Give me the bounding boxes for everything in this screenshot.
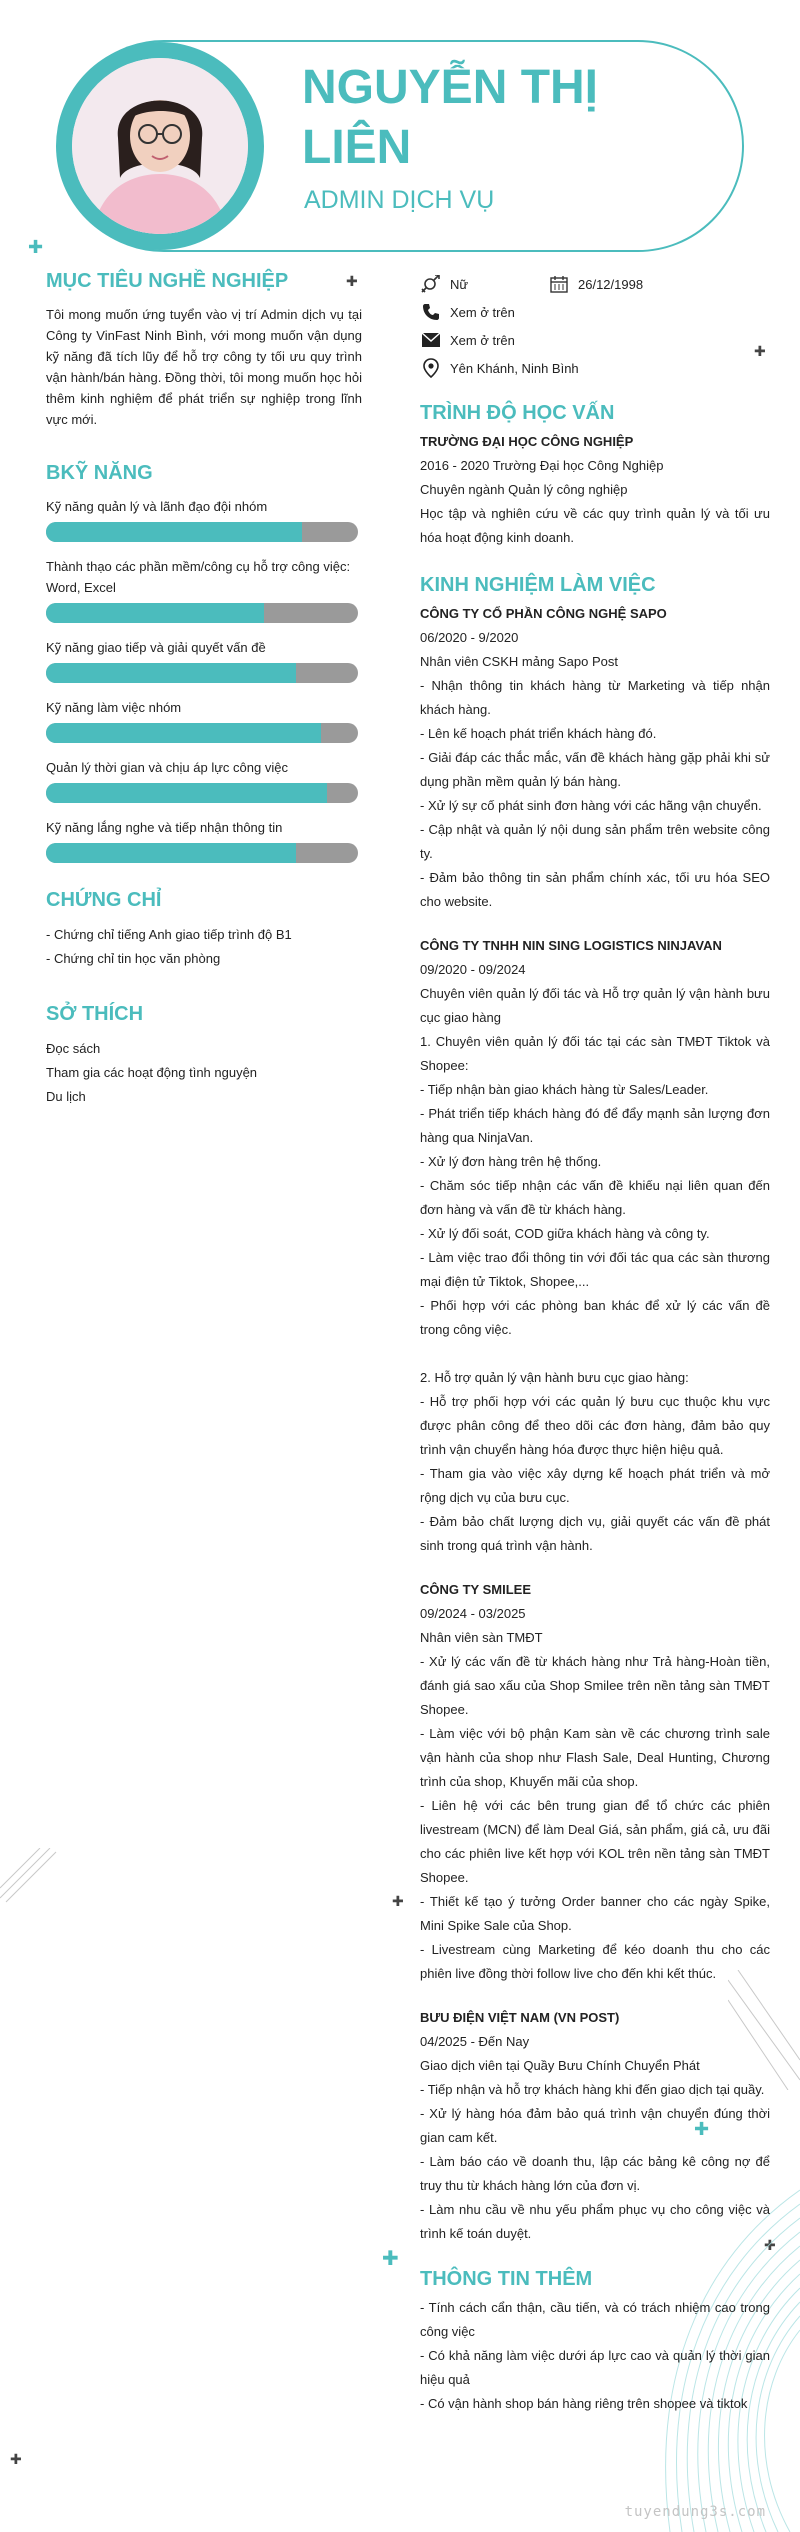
skill-label: Kỹ năng lắng nghe và tiếp nhận thông tin	[46, 820, 283, 835]
skill-item	[46, 697, 362, 743]
address-value: Yên Khánh, Ninh Bình	[450, 360, 579, 376]
phone-value: Xem ở trên	[450, 304, 515, 320]
objective-text: Tôi mong muốn ứng tuyển vào vị trí Admin dịch vụ tại Công ty VinFast Ninh Bình, với mong muốn vận dụng kỹ năng đã tích lũy để hỗ trợ công ty tối ưu quy trình vận hành/bán hàng. Đồng thời, tôi mong muốn học hỏi thêm kinh nghiệm để phát triển sự nghiệp trong lĩnh vực mới.	[46, 307, 362, 427]
job-title: ADMIN DỊCH VỤ	[304, 186, 495, 214]
decor-cross: ✚	[382, 2248, 399, 2270]
experience-line: - Xử lý hàng hóa đảm bảo quá trình vận chuyển đúng thời gian cam kết.	[420, 2106, 770, 2145]
skills-list	[46, 496, 362, 863]
additional-line: - Có khả năng làm việc dưới áp lực cao và quản lý thời gian hiệu quả	[420, 2348, 770, 2387]
additional-line: - Có vận hành shop bán hàng riêng trên shopee và tiktok	[420, 2396, 748, 2411]
experience-line: 09/2024 - 03/2025	[420, 1606, 526, 1621]
email-icon	[420, 330, 442, 350]
watermark: tuyendung3s.com	[624, 2504, 766, 2520]
experience-line: - Làm nhu cầu về nhu yếu phẩm phục vụ cho công việc và trình kế toán duyệt.	[420, 2202, 770, 2241]
experience-item	[420, 934, 770, 1558]
decor-cross: ✚	[28, 237, 44, 257]
certificates-heading: CHỨNG CHỈ	[46, 889, 162, 911]
experience-line: - Làm việc trao đổi thông tin với đối tác qua các sàn thương mại điện tử Tiktok, Shopee,...	[420, 1250, 770, 1289]
experience-line: 2. Hỗ trợ quản lý vận hành bưu cục giao hàng:	[420, 1370, 689, 1385]
experience-line	[420, 1342, 770, 1366]
avatar-photo	[72, 58, 248, 234]
hobby-item: Tham gia các hoạt động tình nguyện	[46, 1065, 258, 1080]
experience-line: - Làm việc với bộ phận Kam sàn về các chương trình sale vận hành của shop như Flash Sale, Deal Hunting, Chương trình của shop, Khuyến mãi của shop.	[420, 1726, 770, 1789]
experience-line: - Phối hợp với các phòng ban khác để xử lý các vấn đề trong công việc.	[420, 1298, 770, 1337]
phone-icon	[420, 302, 442, 322]
left-column	[46, 268, 362, 1129]
skill-bar-fill	[46, 603, 264, 623]
certificate-item: - Chứng chỉ tin học văn phòng	[46, 951, 221, 966]
education-line: Học tập và nghiên cứu về các quy trình quản lý và tối ưu hóa hoạt động kinh doanh.	[420, 506, 770, 545]
experience-line: - Tiếp nhận bàn giao khách hàng từ Sales/Leader.	[420, 1082, 709, 1097]
skill-bar-fill	[46, 723, 321, 743]
decor-cross: ✚	[754, 343, 766, 359]
experience-item	[420, 1578, 770, 1986]
experience-list	[420, 602, 770, 2246]
education-line: Chuyên ngành Quản lý công nghiệp	[420, 482, 628, 497]
skills-section	[46, 460, 362, 863]
skill-item	[46, 496, 362, 542]
decor-cross: ✚	[392, 1893, 404, 1909]
email-row	[420, 326, 770, 354]
skill-label: Thành thạo các phần mềm/công cụ hỗ trợ công việc: Word, Excel	[46, 559, 351, 595]
additional-heading: THÔNG TIN THÊM	[420, 2268, 593, 2290]
address-row	[420, 354, 770, 382]
experience-line: - Xử lý đơn hàng trên hệ thống.	[420, 1154, 602, 1169]
skills-heading: BKỸ NĂNG	[46, 462, 153, 484]
skill-bar-fill	[46, 663, 296, 683]
hobby-item: Đọc sách	[46, 1041, 101, 1056]
gender-icon	[420, 274, 442, 294]
experience-line: 06/2020 - 9/2020	[420, 630, 519, 645]
experience-line: - Đảm bảo chất lượng dịch vụ, giải quyết các vấn đề phát sinh trong quá trình vận hành.	[420, 1514, 770, 1553]
company-name: BƯU ĐIỆN VIỆT NAM (VN POST)	[420, 2010, 620, 2025]
experience-line: - Đảm bảo thông tin sản phẩm chính xác, tối ưu hóa SEO cho website.	[420, 870, 770, 909]
skill-bar	[46, 663, 358, 683]
candidate-name: NGUYỄN THỊ LIÊN	[302, 61, 599, 174]
experience-line: - Làm báo cáo về doanh thu, lập các bảng kê công nợ để truy thu từ khách hàng lớn của đơn vị.	[420, 2154, 770, 2193]
company-name: CÔNG TY TNHH NIN SING LOGISTICS NINJAVAN	[420, 938, 722, 953]
experience-line: - Nhận thông tin khách hàng từ Marketing và tiếp nhận khách hàng.	[420, 678, 770, 717]
experience-line: - Liên hệ với các bên trung gian để tổ chức các phiên livestream (MCN) để làm Deal Giá, sản phẩm, giá cả, ưu đãi cho các phiên live kết hợp với KOL trên nền tảng sàn TMĐT Shopee.	[420, 1798, 770, 1885]
certificate-item: - Chứng chỉ tiếng Anh giao tiếp trình độ B1	[46, 927, 292, 942]
experience-heading: KINH NGHIỆM LÀM VIỆC	[420, 574, 656, 596]
decor-cross: ✚	[764, 2237, 776, 2253]
experience-item	[420, 602, 770, 914]
experience-line: - Cập nhật và quản lý nội dung sản phẩm trên website công ty.	[420, 822, 770, 861]
hobbies-section	[46, 1001, 362, 1109]
calendar-icon	[548, 274, 570, 294]
experience-line: Giao dịch viên tại Quầy Bưu Chính Chuyển Phát	[420, 2058, 700, 2073]
phone-row	[420, 298, 770, 326]
objective-heading: MỤC TIÊU NGHỀ NGHIỆP	[46, 270, 289, 292]
education-section	[420, 400, 770, 550]
experience-line: - Xử lý sự cố phát sinh đơn hàng với các hãng vận chuyển.	[420, 798, 762, 813]
experience-line: 09/2020 - 09/2024	[420, 962, 526, 977]
skill-label: Kỹ năng làm việc nhóm	[46, 700, 182, 715]
certificates-section	[46, 887, 362, 971]
experience-line: Nhân viên sàn TMĐT	[420, 1630, 543, 1645]
skill-bar-fill	[46, 843, 296, 863]
decor-cross: ✚	[694, 2119, 710, 2139]
experience-line: Chuyên viên quản lý đối tác và Hỗ trợ quản lý vận hành bưu cục giao hàng	[420, 986, 770, 1025]
email-value: Xem ở trên	[450, 332, 515, 348]
experience-item	[420, 2006, 770, 2246]
skill-bar	[46, 723, 358, 743]
experience-line: Nhân viên CSKH mảng Sapo Post	[420, 654, 618, 669]
contact-section	[420, 270, 770, 382]
skill-bar	[46, 522, 358, 542]
avatar	[72, 58, 248, 234]
education-heading: TRÌNH ĐỘ HỌC VẤN	[420, 402, 615, 424]
contact-row	[420, 270, 770, 298]
dob-value: 26/12/1998	[578, 276, 644, 292]
company-name: CÔNG TY CỔ PHẦN CÔNG NGHỆ SAPO	[420, 606, 667, 621]
location-icon	[420, 358, 442, 378]
experience-line: - Tiếp nhận và hỗ trợ khách hàng khi đến giao dịch tại quầy.	[420, 2082, 765, 2097]
skill-item	[46, 757, 362, 803]
decor-cross: ✚	[10, 2451, 22, 2467]
additional-line: - Tính cách cẩn thận, cầu tiến, và có trách nhiệm cao trong công việc	[420, 2300, 770, 2339]
experience-line: - Thiết kế tạo ý tưởng Order banner cho các ngày Spike, Mini Spike Sale của Shop.	[420, 1894, 770, 1933]
dob-item	[548, 274, 676, 294]
skill-item	[46, 637, 362, 683]
skill-bar	[46, 783, 358, 803]
experience-line: - Lên kế hoạch phát triển khách hàng đó.	[420, 726, 657, 741]
experience-line: - Phát triển tiếp khách hàng đó để đẩy mạnh sản lượng đơn hàng qua NinjaVan.	[420, 1106, 770, 1145]
education-line: 2016 - 2020 Trường Đại học Công Nghiệp	[420, 458, 664, 473]
gender-value: Nữ	[450, 276, 469, 292]
skill-bar	[46, 603, 358, 623]
skill-bar-fill	[46, 522, 302, 542]
skill-label: Quản lý thời gian và chịu áp lực công việc	[46, 760, 288, 775]
school-name: TRƯỜNG ĐẠI HỌC CÔNG NGHIỆP	[420, 434, 634, 449]
skill-label: Kỹ năng giao tiếp và giải quyết vấn đề	[46, 640, 266, 655]
skill-label: Kỹ năng quản lý và lãnh đạo đội nhóm	[46, 499, 268, 514]
additional-section	[420, 2266, 770, 2416]
decor-hatch-lines	[0, 1848, 60, 1908]
skill-item	[46, 556, 362, 623]
experience-line: - Tham gia vào việc xây dựng kế hoạch phát triển và mở rộng dịch vụ của bưu cục.	[420, 1466, 770, 1505]
experience-line: 04/2025 - Đến Nay	[420, 2034, 530, 2049]
experience-section	[420, 572, 770, 2246]
experience-line: - Xử lý đối soát, COD giữa khách hàng và công ty.	[420, 1226, 710, 1241]
experience-line: 1. Chuyên viên quản lý đối tác tại các sàn TMĐT Tiktok và Shopee:	[420, 1034, 770, 1073]
company-name: CÔNG TY SMILEE	[420, 1582, 531, 1597]
right-column	[420, 270, 770, 2416]
hobby-item: Du lịch	[46, 1089, 86, 1104]
experience-line: - Hỗ trợ phối hợp với các quản lý bưu cục thuộc khu vực được phân công để theo dõi các đơn hàng, đảm bảo quy trình vận chuyển hàng hóa được thực hiện hiệu quả.	[420, 1394, 770, 1457]
hobbies-heading: SỞ THÍCH	[46, 1003, 144, 1025]
experience-line: - Xử lý các vấn đề từ khách hàng như Trả hàng-Hoàn tiền, đánh giá sao xấu của Shop Smilee trên nền tảng sàn TMĐT Shopee.	[420, 1654, 770, 1717]
skill-item	[46, 817, 362, 863]
gender-item	[420, 274, 548, 294]
experience-line: - Chăm sóc tiếp nhận các vấn đề khiếu nại liên quan đến đơn hàng và vấn đề từ khách hàng.	[420, 1178, 770, 1217]
skill-bar	[46, 843, 358, 863]
decor-cross: ✚	[346, 273, 358, 289]
skill-bar-fill	[46, 783, 327, 803]
experience-line: - Livestream cùng Marketing để kéo doanh thu cho các phiên live đồng thời follow live cho đến khi kết thúc.	[420, 1942, 770, 1981]
objective-section	[46, 268, 362, 430]
experience-line: - Giải đáp các thắc mắc, vấn đề khách hàng gặp phải khi sử dụng phần mềm quản lý bán hàng.	[420, 750, 770, 789]
